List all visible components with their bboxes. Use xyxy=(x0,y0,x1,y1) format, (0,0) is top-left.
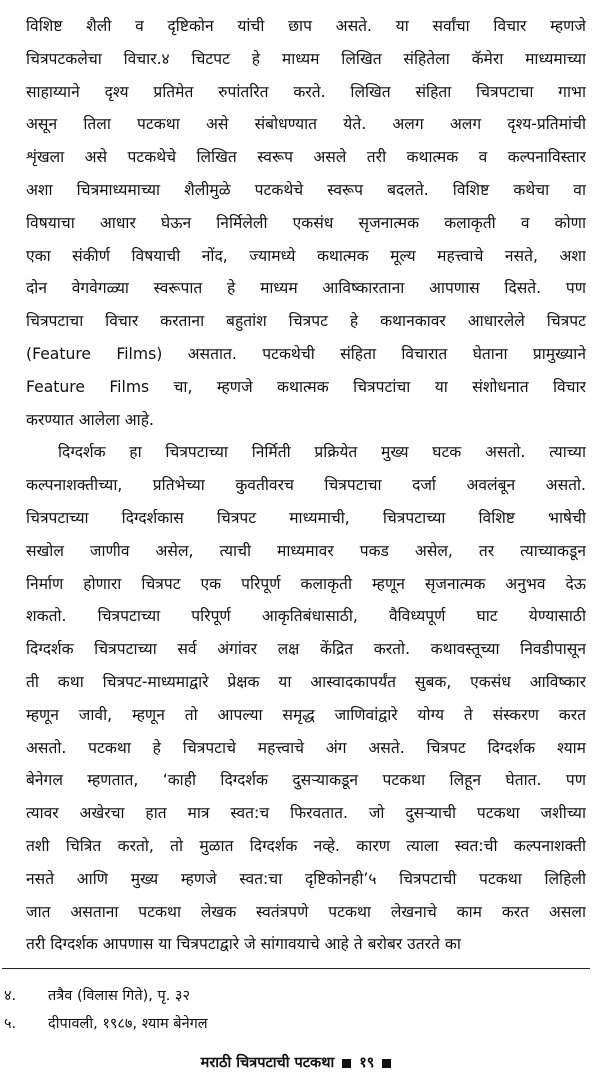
footnote-5 xyxy=(4,1010,208,1038)
square-bullet-icon xyxy=(382,1059,391,1068)
footnote-number: ४. xyxy=(4,988,17,1004)
page-number: १९ xyxy=(359,1055,375,1071)
text-line: चित्रपटकलेचा विचार.४ चिटपट हे माध्यम लिखित संहितेला कॅमेरा माध्यमाच्या xyxy=(26,49,586,68)
footnote-text: तत्रैव (विलास गिते), पृ. ३२ xyxy=(48,988,191,1004)
text-line: ती कथा चित्रपट-माध्यमाद्वारे प्रेक्षक या आस्वादकापर्यंत सुबक, एकसंध आविष्कार xyxy=(26,672,586,691)
text-line: कल्पनाशक्तीच्या, प्रतिभेच्या कुवतीवरच चित्रपटाचा दर्जा अवलंबून असतो. xyxy=(26,476,586,495)
text-line: अशा चित्रमाध्यमाच्या शैलीमुळे पटकथेचे स्वरूप बदलते. विशिष्ट कथेचा वा xyxy=(26,180,586,199)
paragraph-1 xyxy=(26,10,586,436)
text-line: एका संकीर्ण विषयाची नोंद, ज्यामध्ये कथात्मक मूल्य महत्त्वाचे नसते, अशा xyxy=(26,246,586,265)
text-line: निर्माण होणारा चित्रपट एक परिपूर्ण कलाकृती म्हणून सृजनात्मक अनुभव देऊ xyxy=(26,574,586,593)
square-bullet-icon xyxy=(342,1059,351,1068)
text-line: शकतो. चित्रपटाच्या परिपूर्ण आकृतिबंधासाठी, वैविध्यपूर्ण घाट येण्यासाठी xyxy=(26,607,586,626)
text-line: करण्यात आलेला आहे. xyxy=(26,410,154,429)
text-line: नसते आणि मुख्य म्हणजे स्वत:चा दृष्टिकोनही’५ चित्रपटाची पटकथा लिहिली xyxy=(26,869,586,888)
footnote-4 xyxy=(4,982,208,1010)
text-line: विशिष्ट शैली व दृष्टिकोन यांची छाप असते. या सर्वांचा विचार म्हणजे xyxy=(26,17,586,35)
text-line: दोन वेगवेगळ्या स्वरूपात हे माध्यम आविष्कारताना आपणास दिसते. पण xyxy=(26,279,586,298)
book-title: मराठी चित्रपटाची पटकथा xyxy=(200,1055,335,1071)
text-line: (Feature Films) असतात. पटकथेची संहिता विचारात घेताना प्रामुख्याने xyxy=(26,344,586,363)
paragraph-2 xyxy=(26,436,586,961)
footnote-text: दीपावली, १९८७, श्याम बेनेगल xyxy=(48,1016,208,1032)
text-line: जात असताना पटकथा लेखक स्वतंत्रपणे पटकथा लेखनाचे काम करत असला xyxy=(26,902,586,921)
text-line: चित्रपटाच्या दिग्दर्शकास चित्रपट माध्यमाची, चित्रपटाच्या विशिष्ट भाषेची xyxy=(26,508,586,527)
text-line: तशी चित्रित करतो, तो मुळात दिग्दर्शक नव्हे. कारण त्याला स्वत:ची कल्पनाशक्ती xyxy=(26,836,586,855)
text-line: Feature Films चा, म्हणजे कथात्मक चित्रपटांचा या संशोधनात विचार xyxy=(26,377,586,396)
text-line: असतो. पटकथा हे चित्रपटाचे महत्त्वाचे अंग असते. चित्रपट दिग्दर्शक श्याम xyxy=(26,738,586,757)
text-line: शृंखला असे पटकथेचे लिखित स्वरूप असले तरी कथात्मक व कल्पनाविस्तार xyxy=(26,148,586,167)
text-line: तरी दिग्दर्शक आपणास या चित्रपटाद्वारे जे सांगावयाचे आहे ते बरोबर उतरते का xyxy=(26,935,461,954)
text-line: बेनेगल म्हणतात, ‘काही दिग्दर्शक दुसऱ्याकडून पटकथा लिहून घेतात. पण xyxy=(26,771,586,790)
text-line: विषयाचा आधार घेऊन निर्मिलेली एकसंध सृजनात्मक कलाकृती व कोणा xyxy=(26,213,586,232)
page-body xyxy=(26,10,586,961)
text-line: त्यावर अखेरचा हात मात्र स्वत:च फिरवतात. जो दुसऱ्याची पटकथा जशीच्या xyxy=(26,804,586,823)
text-line: चित्रपटाचा विचार करताना बहुतांश चित्रपट हे कथानकावर आधारलेले चित्रपट xyxy=(26,312,586,331)
page-footer xyxy=(0,1052,600,1072)
footnote-number: ५. xyxy=(4,1016,17,1032)
text-line: म्हणून जावी, म्हणून तो आपल्या समृद्ध जाणिवांद्वारे योग्य ते संस्करण करत xyxy=(26,705,586,724)
text-line: दिग्दर्शक हा चित्रपटाच्या निर्मिती प्रक्रियेत मुख्य घटक असतो. त्याच्या xyxy=(58,443,586,462)
text-line: दिग्दर्शक चित्रपटाच्या सर्व अंगांवर लक्ष केंद्रित करतो. कथावस्तूच्या निवडीपासून xyxy=(26,640,586,659)
footnotes xyxy=(4,982,208,1038)
footnote-divider xyxy=(2,968,590,969)
text-line: साहाय्याने दृश्य प्रतिमेत रुपांतरित करते. लिखित संहिता चित्रपटाचा गाभा xyxy=(26,82,586,101)
text-line: असून तिला पटकथा असे संबोधण्यात येते. अलग अलग दृश्य-प्रतिमांची xyxy=(26,115,586,134)
text-line: सखोल जाणीव असेल, त्याची माध्यमावर पकड असेल, तर त्याच्याकडून xyxy=(26,541,586,560)
